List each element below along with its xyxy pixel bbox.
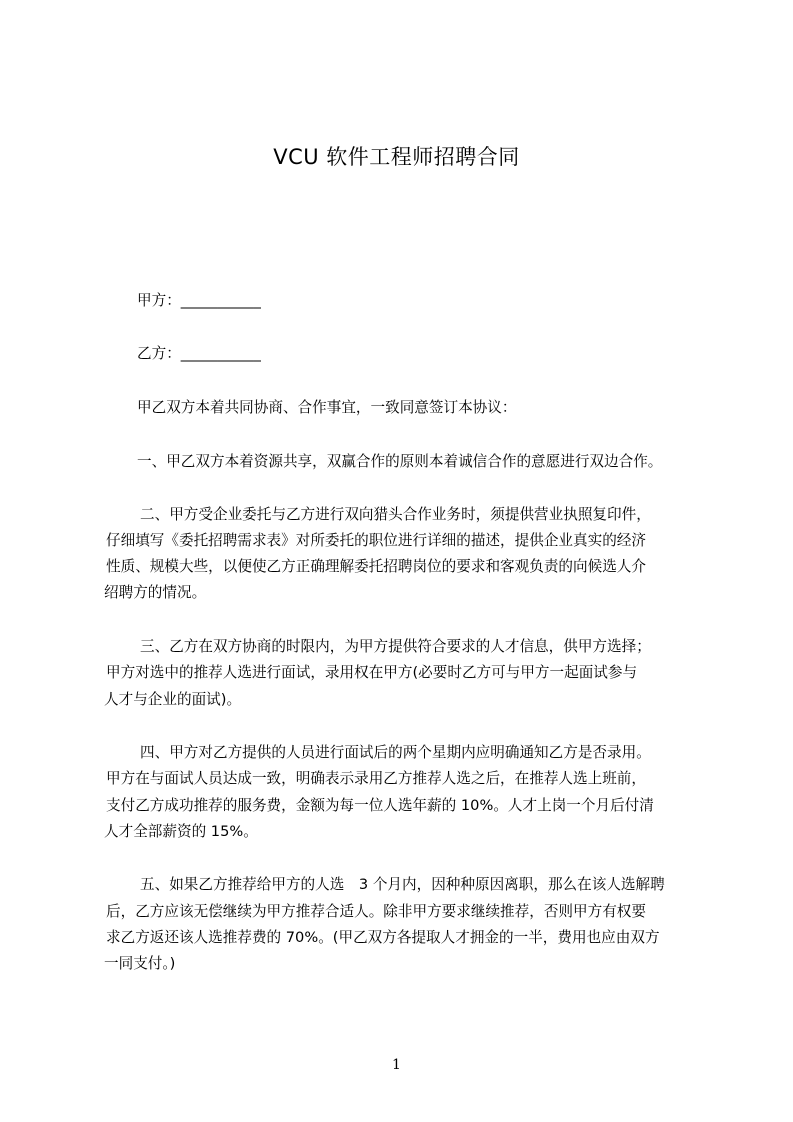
clause-2-line: 二、甲方受企业委托与乙方进行双向猎头合作业务时，须提供营业执照复印件， [140, 506, 651, 523]
party-b-line: 乙方：___________ [137, 345, 262, 362]
party-a-line: 甲方：___________ [137, 292, 262, 309]
clause-2-line: 性质、规模大些，以便使乙方正确理解委托招聘岗位的要求和客观负责的向候选人介 [106, 558, 646, 575]
clause-3-line: 人才与企业的面试)。 [104, 691, 242, 708]
document-title: VCU 软件工程师招聘合同 [273, 145, 520, 169]
clause-5-line: 求乙方返还该人选推荐费的 70%。(甲乙双方各提取人才拥金的一半，费用也应由双方 [106, 929, 660, 946]
clause-4-line: 甲方在与面试人员达成一致，明确表示录用乙方推荐人选之后，在推荐人选上班前， [106, 770, 646, 787]
clause-2-line: 绍聘方的情况。 [104, 584, 207, 601]
clause-3-line: 三、乙方在双方协商的时限内，为甲方提供符合要求的人才信息，供甲方选择； [140, 638, 651, 655]
clause-5-line: 后，乙方应该无偿继续为甲方推荐合适人。除非甲方要求继续推荐，否则甲方有权要 [106, 903, 646, 920]
clause-5-line: 五、如果乙方推荐给甲方的人选 3 个月内，因种种原因离职，那么在该人选解聘 [140, 876, 665, 893]
clause-4-line: 四、甲方对乙方提供的人员进行面试后的两个星期内应明确通知乙方是否录用。 [140, 744, 651, 761]
clause-2-line: 仔细填写《委托招聘需求表》对所委托的职位进行详细的描述，提供企业真实的经济 [106, 532, 646, 549]
clause-1-line: 一、甲乙双方本着资源共享，双赢合作的原则本着诚信合作的意愿进行双边合作。 [137, 453, 663, 470]
preamble: 甲乙双方本着共同协商、合作事宜，一致同意签订本协议： [137, 399, 517, 416]
clause-5-line: 一同支付。) [104, 955, 176, 972]
clause-4-line: 人才全部薪资的 15%。 [104, 823, 258, 840]
page-number: 1 [392, 1057, 401, 1073]
clause-3-line: 甲方对选中的推荐人选进行面试，录用权在甲方(必要时乙方可与甲方一起面试参与 [106, 664, 638, 681]
clause-4-line: 支付乙方成功推荐的服务费，金额为每一位人选年薪的 10%。人才上岗一个月后付清 [106, 797, 654, 814]
